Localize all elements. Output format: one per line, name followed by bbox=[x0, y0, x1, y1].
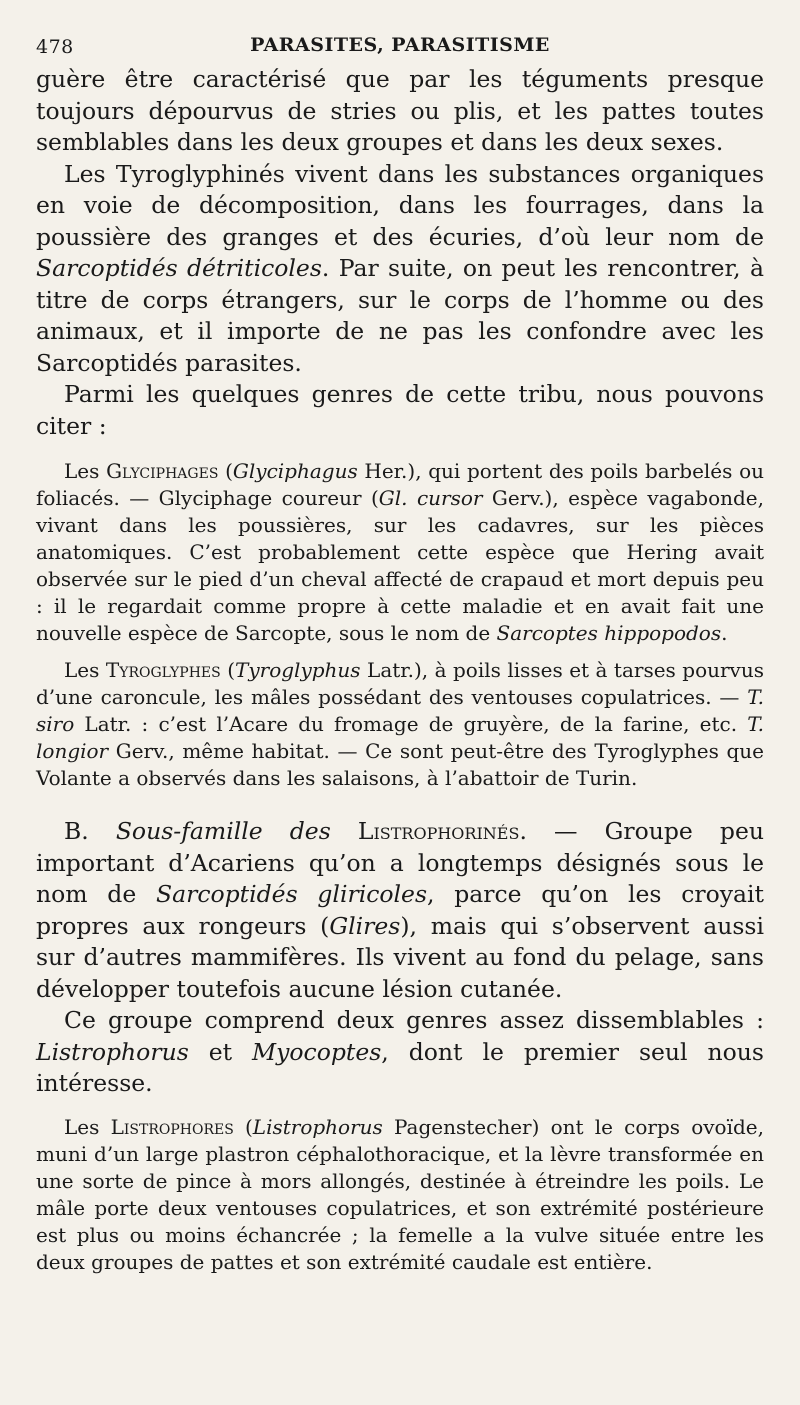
paragraph-tyroglyphines: Les Tyroglyphinés vivent dans les substances organiques en voie de décomposition, dans les fourrages, dans la poussière des granges et des écuries, d’où leur nom de Sarcoptidés détriticoles. Par suite, on peut les rencontrer, à titre de corps étrangers, sur le corps de l’homme ou des animaux, et il importe de ne pas les confondre avec les Sarcoptidés parasites. bbox=[36, 159, 765, 377]
paragraph-glyciphages: Les Glyciphages (Glyciphagus Her.), qui portent des poils barbelés ou foliacés. — Glyciphage coureur (Gl. cursor Gerv.), espèce vagabonde, vivant dans les poussières, sur les cadavres, sur les pièces anatomiques. C’est probablement cette espèce que Hering avait observée sur le pied d’un cheval affecté de crapaud et mort depuis peu : il le regardait comme propre à cette maladie et en avait fait une nouvelle espèce de Sarcopte, sous le nom de Sarcoptes hippopodos. bbox=[36, 459, 764, 645]
paragraph-listrophores: Les Listrophores (Listrophorus Pagenstecher) ont le corps ovoïde, muni d’un large plastron céphalothoracique, et la lèvre transformée en une sorte de pince à mors allongés, destinée à étreindre les poils. Le mâle porte deux ventouses copulatrices, et son extrémité postérieure est plus ou moins échancrée ; la femelle a la vulve située entre les deux groupes de pattes et son extrémité caudale est entière. bbox=[36, 1114, 764, 1274]
page-number: 478 bbox=[36, 36, 74, 58]
running-title: PARASITES, PARASITISME bbox=[250, 34, 550, 56]
paragraph-continuation: guère être caractérisé que par les téguments presque toujours dépourvus de stries ou plis, et les pattes toutes semblables dans les deux groupes et dans les deux sexes. bbox=[36, 65, 764, 156]
paragraph-groupe: Ce groupe comprend deux genres assez dissemblables : Listrophorus et Myocoptes, dont le premier seul nous intéresse. bbox=[36, 1006, 764, 1097]
paragraph-tyroglyphes: Les Tyroglyphes (Tyroglyphus Latr.), à poils lisses et à tarses pourvus d’une caroncule, les mâles possédant des ventouses copulatrices. — T. siro Latr. : c’est l’Acare du fromage de gruyère, de la farine, etc. T. longior Gerv., même habitat. — Ce sont peut-être des Tyroglyphes que Volante a observés dans les salaisons, à l’abattoir de Turin. bbox=[36, 658, 765, 790]
paragraph-genres: Parmi les quelques genres de cette tribu, nous pouvons citer : bbox=[36, 380, 764, 440]
paragraph-section-b: B. Sous-famille des Listrophorinés. — Groupe peu important d’Acariens qu’on a longtemps désignés sous le nom de Sarcoptidés gliricoles, parce qu’on les croyait propres aux rongeurs (Glires), mais qui s’observent aussi sur d’autres mammifères. Ils vivent au fond du pelage, sans développer toutefois aucune lésion cutanée. bbox=[36, 817, 765, 1003]
page-header bbox=[36, 30, 764, 64]
